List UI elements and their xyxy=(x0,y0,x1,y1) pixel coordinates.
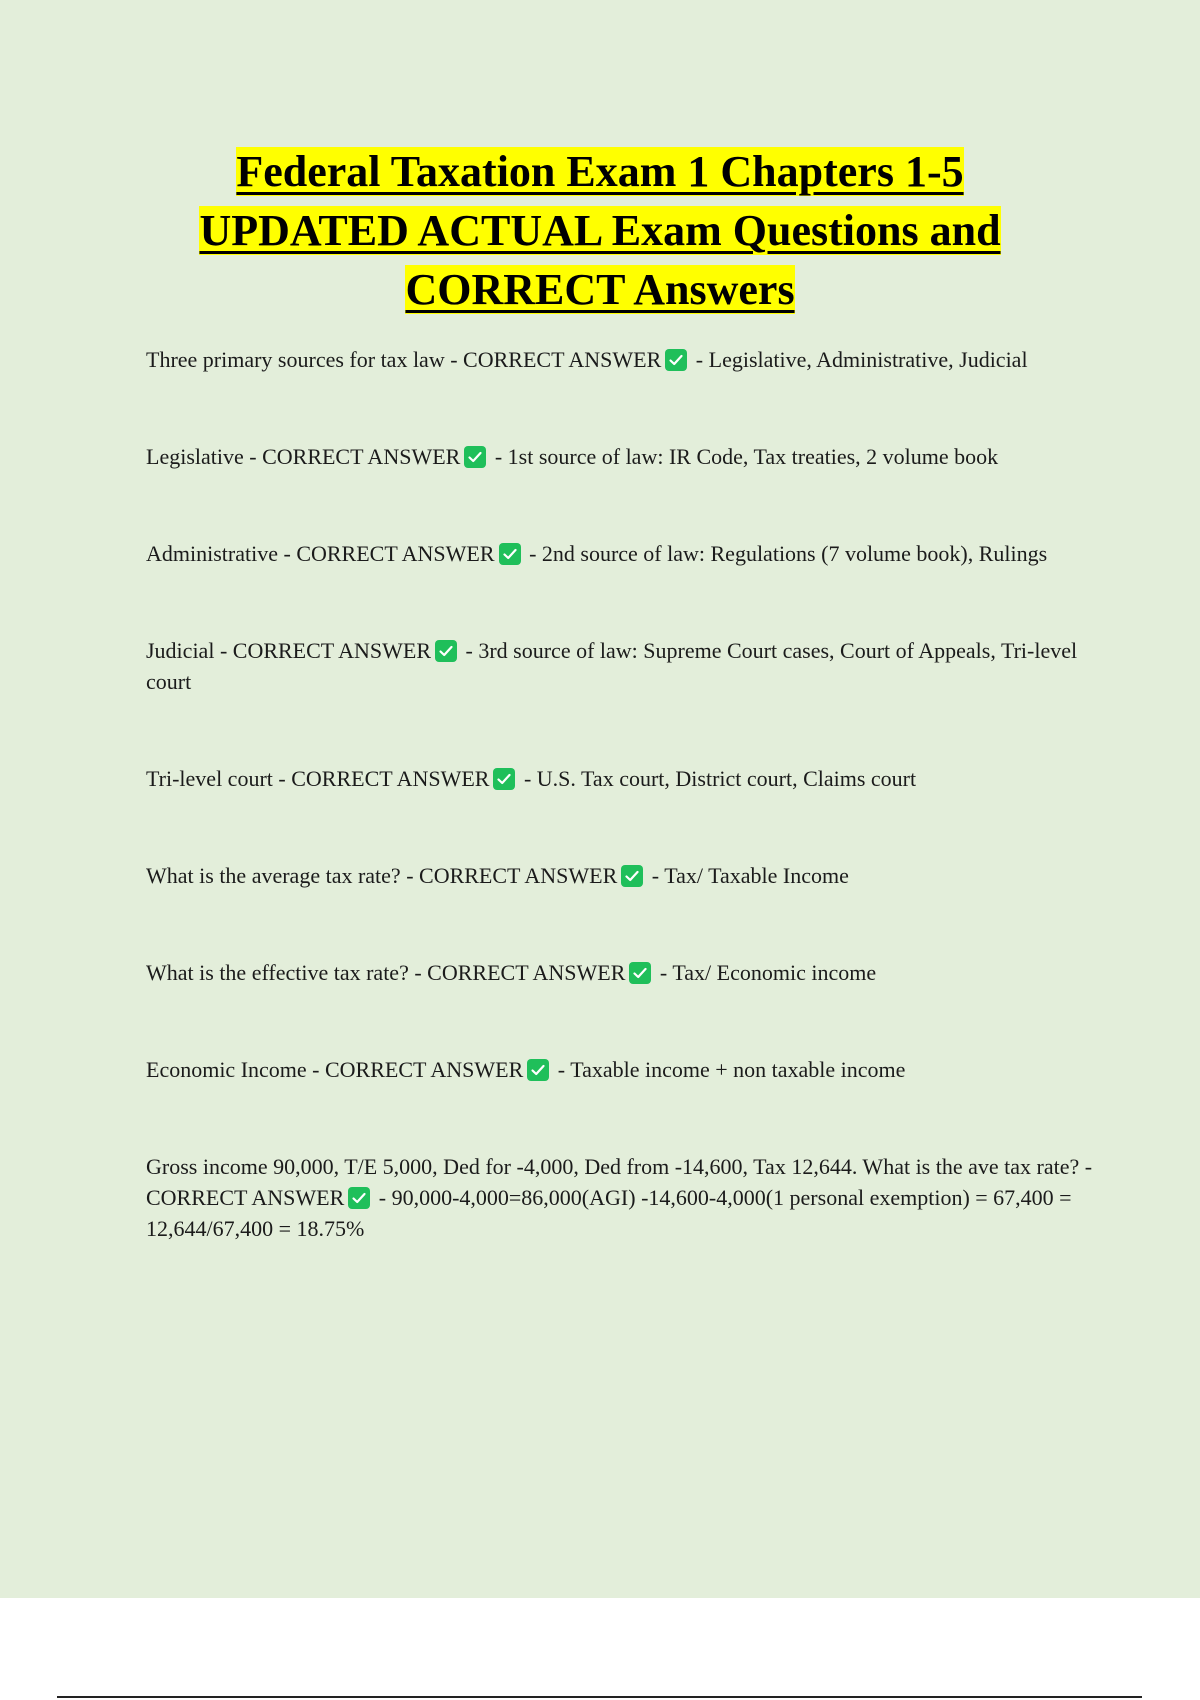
document-title xyxy=(100,142,1100,319)
qa-separator: - xyxy=(654,960,673,985)
correct-answer-label: CORRECT ANSWER xyxy=(427,960,626,985)
correct-answer-label: CORRECT ANSWER xyxy=(291,766,490,791)
title-line-2: UPDATED ACTUAL Exam Questions and xyxy=(199,206,1001,255)
qa-separator: - xyxy=(408,960,428,985)
qa-separator: - xyxy=(646,863,665,888)
qa-item xyxy=(146,1151,1096,1244)
qa-term: Legislative xyxy=(146,444,244,469)
qa-answer: Legislative, Administrative, Judicial xyxy=(708,347,1028,372)
qa-term: Judicial xyxy=(146,638,215,663)
qa-separator: - xyxy=(373,1185,392,1210)
qa-answer: U.S. Tax court, District court, Claims court xyxy=(536,766,917,791)
qa-separator: - xyxy=(489,444,508,469)
qa-separator: - xyxy=(690,347,709,372)
correct-answer-label: CORRECT ANSWER xyxy=(262,444,461,469)
qa-answer: Taxable income + non taxable income xyxy=(570,1057,906,1082)
qa-separator: - xyxy=(1079,1154,1093,1179)
qa-term: Administrative xyxy=(146,541,278,566)
qa-item xyxy=(146,957,1096,988)
correct-answer-label: CORRECT ANSWER xyxy=(463,347,662,372)
check-icon xyxy=(527,1059,549,1081)
title-line-3: CORRECT Answers xyxy=(405,265,795,314)
qa-item xyxy=(146,538,1096,569)
qa-separator: - xyxy=(214,638,233,663)
check-icon xyxy=(629,962,651,984)
qa-separator: - xyxy=(306,1057,325,1082)
qa-separator: - xyxy=(277,541,297,566)
qa-item xyxy=(146,635,1096,697)
check-icon xyxy=(665,349,687,371)
check-icon xyxy=(621,865,643,887)
qa-separator: - xyxy=(444,347,464,372)
qa-separator: - xyxy=(272,766,292,791)
qa-term: Three primary sources for tax law xyxy=(146,347,445,372)
qa-answer: 2nd source of law: Regulations (7 volume book), Rulings xyxy=(541,541,1048,566)
qa-separator: - xyxy=(518,766,537,791)
qa-answer: 1st source of law: IR Code, Tax treaties, 2 volume book xyxy=(507,444,999,469)
check-icon xyxy=(493,768,515,790)
qa-term: Gross income 90,000, T/E 5,000, Ded for -4,000, Ded from -14,600, Tax 12,644. What is the ave tax rate? xyxy=(146,1154,1080,1179)
correct-answer-label: CORRECT ANSWER xyxy=(419,863,618,888)
qa-answer: 90,000-4,000=86,000(AGI) -14,600-4,000(1 personal exemption) = 67,400 = 12,644/67,400 = 18.75% xyxy=(146,1185,1072,1241)
qa-item xyxy=(146,763,1096,794)
correct-answer-label: CORRECT ANSWER xyxy=(296,541,495,566)
check-icon xyxy=(435,640,457,662)
qa-answer: 3rd source of law: Supreme Court cases, Court of Appeals, Tri-level court xyxy=(146,638,1078,694)
correct-answer-label: CORRECT ANSWER xyxy=(232,638,432,663)
qa-separator: - xyxy=(552,1057,571,1082)
qa-item xyxy=(146,441,1096,472)
qa-separator: - xyxy=(400,863,420,888)
qa-item xyxy=(146,860,1096,891)
qa-item xyxy=(146,1054,1096,1085)
title-line-1: Federal Taxation Exam 1 Chapters 1-5 xyxy=(236,147,964,196)
qa-term: What is the average tax rate? xyxy=(146,863,401,888)
check-icon xyxy=(499,543,521,565)
qa-term: Economic Income xyxy=(146,1057,307,1082)
qa-answer: Tax/ Economic income xyxy=(672,960,877,985)
check-icon xyxy=(348,1187,370,1209)
qa-separator: - xyxy=(523,541,542,566)
check-icon xyxy=(464,446,486,468)
qa-term: What is the effective tax rate? xyxy=(146,960,409,985)
qa-answer: Tax/ Taxable Income xyxy=(664,863,849,888)
qa-term: Tri-level court xyxy=(146,766,273,791)
qa-separator: - xyxy=(243,444,263,469)
footer-rule xyxy=(57,1696,1142,1698)
qa-separator: - xyxy=(460,638,479,663)
correct-answer-label: CORRECT ANSWER xyxy=(146,1185,345,1210)
correct-answer-label: CORRECT ANSWER xyxy=(325,1057,524,1082)
qa-list xyxy=(146,344,1096,1310)
qa-item xyxy=(146,344,1096,375)
